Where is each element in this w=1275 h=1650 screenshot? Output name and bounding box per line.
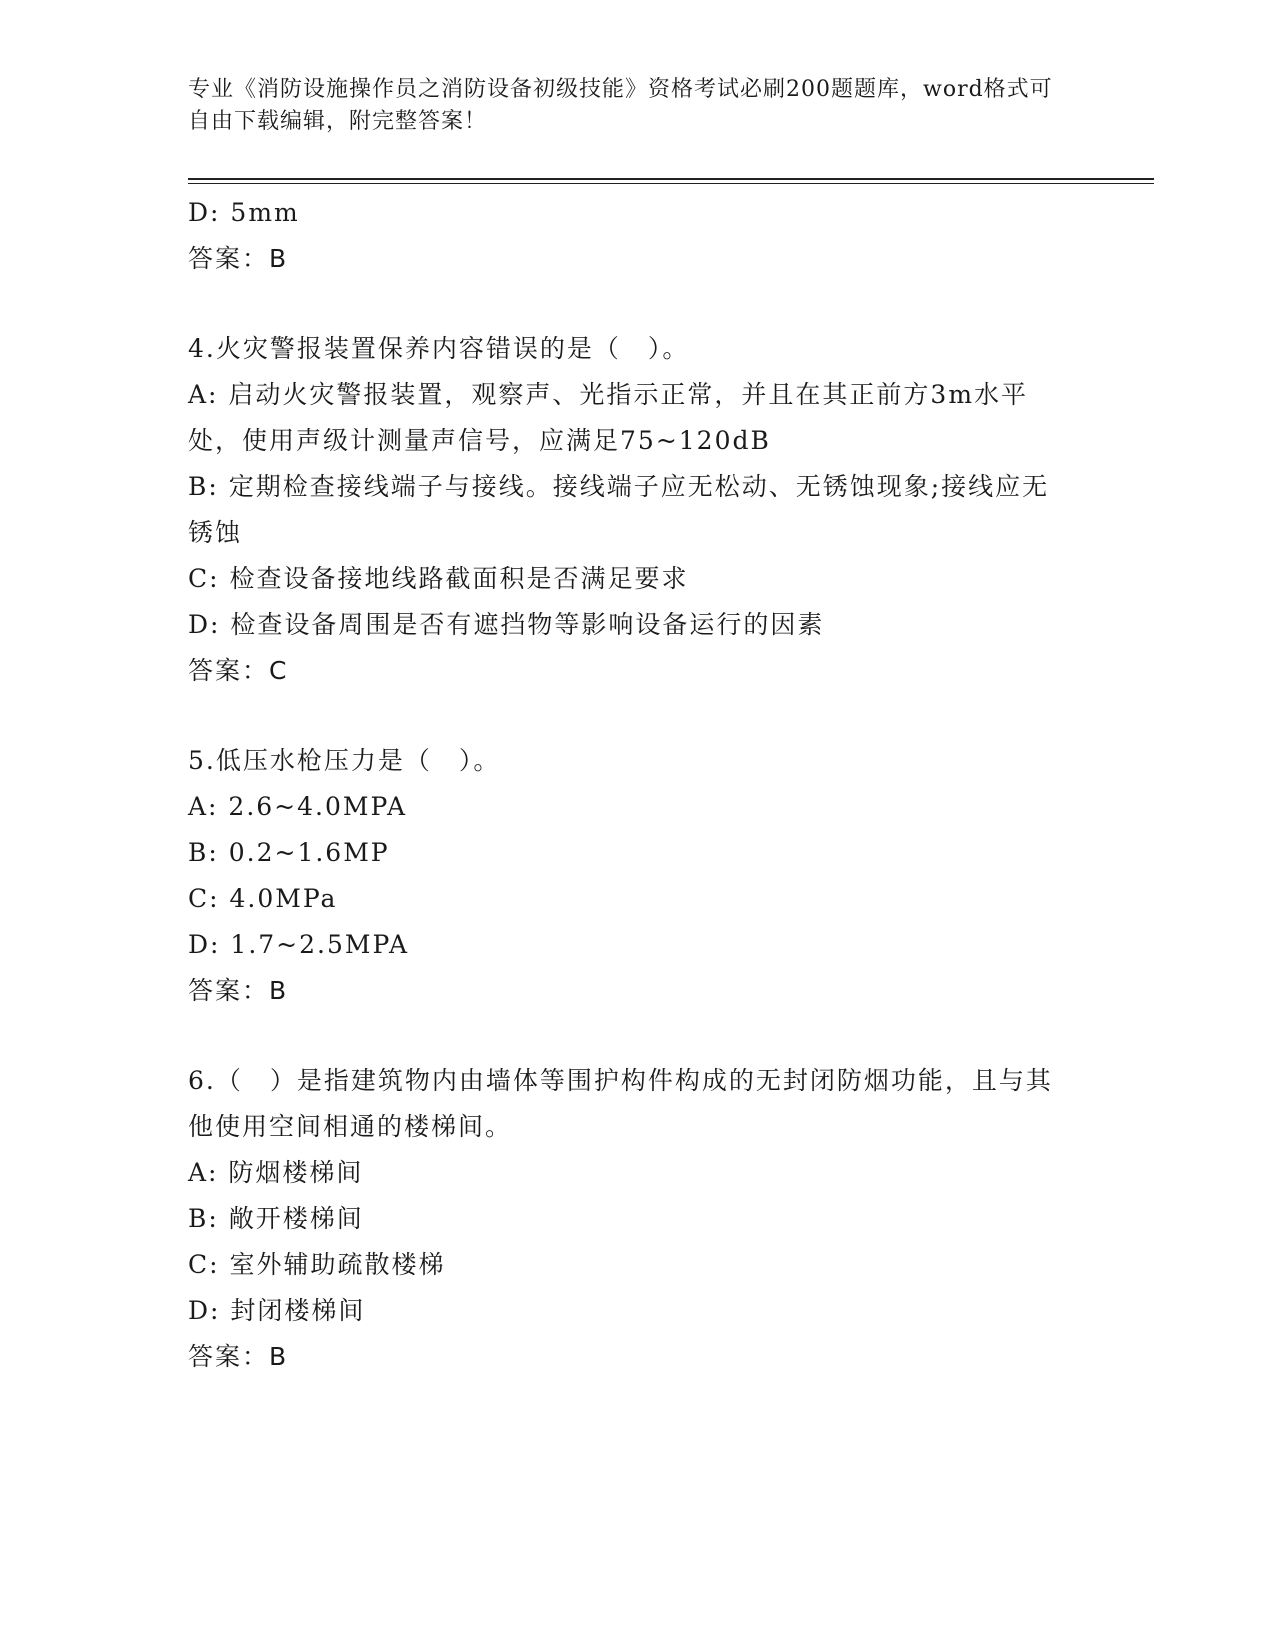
answer: 答案：C — [188, 656, 289, 685]
option-d: D: 封闭楼梯间 — [188, 1296, 366, 1325]
option-d: D: 检查设备周围是否有遮挡物等影响设备运行的因素 — [188, 610, 825, 639]
option-c: C: 检查设备接地线路截面积是否满足要求 — [188, 564, 689, 593]
option-c: C: 4.0MPa — [188, 884, 338, 913]
option-b: B: 定期检查接线端子与接线。接线端子应无松动、无锈蚀现象;接线应无锈蚀 — [188, 472, 1050, 547]
header-rule-thick — [188, 178, 1154, 180]
question-6 — [188, 1058, 1068, 1380]
question-stem: 6.（ ）是指建筑物内由墙体等围护构件构成的无封闭防烟功能，且与其他使用空间相通的楼梯间。 — [188, 1066, 1053, 1141]
option-d: D: 1.7~2.5MPA — [188, 930, 410, 959]
option-a: A: 启动火灾警报装置，观察声、光指示正常，并且在其正前方3m水平处，使用声级计测量声信号，应满足75~120dB — [188, 380, 1029, 455]
question-content — [188, 190, 1068, 1380]
answer: 答案：B — [188, 1342, 289, 1371]
option-b: B: 0.2~1.6MP — [188, 838, 390, 867]
answer: 答案：B — [188, 976, 289, 1005]
answer: 答案：B — [188, 244, 289, 273]
question-4 — [188, 326, 1068, 694]
option-b: B: 敞开楼梯间 — [188, 1204, 364, 1233]
option-a: A: 防烟楼梯间 — [188, 1158, 364, 1187]
question-stem: 5.低压水枪压力是（ ）。 — [188, 746, 501, 775]
option-d: D: 5mm — [188, 198, 300, 227]
option-c: C: 室外辅助疏散楼梯 — [188, 1250, 446, 1279]
question-5 — [188, 738, 1068, 1014]
header-rule-thin — [188, 183, 1154, 184]
option-a: A: 2.6~4.0MPA — [188, 792, 408, 821]
question-3-fragment — [188, 190, 1068, 282]
document-header: 专业《消防设施操作员之消防设备初级技能》资格考试必刷200题题库，word格式可自由下载编辑，附完整答案！ — [188, 77, 1053, 134]
question-stem: 4.火灾警报装置保养内容错误的是（ ）。 — [188, 334, 690, 363]
